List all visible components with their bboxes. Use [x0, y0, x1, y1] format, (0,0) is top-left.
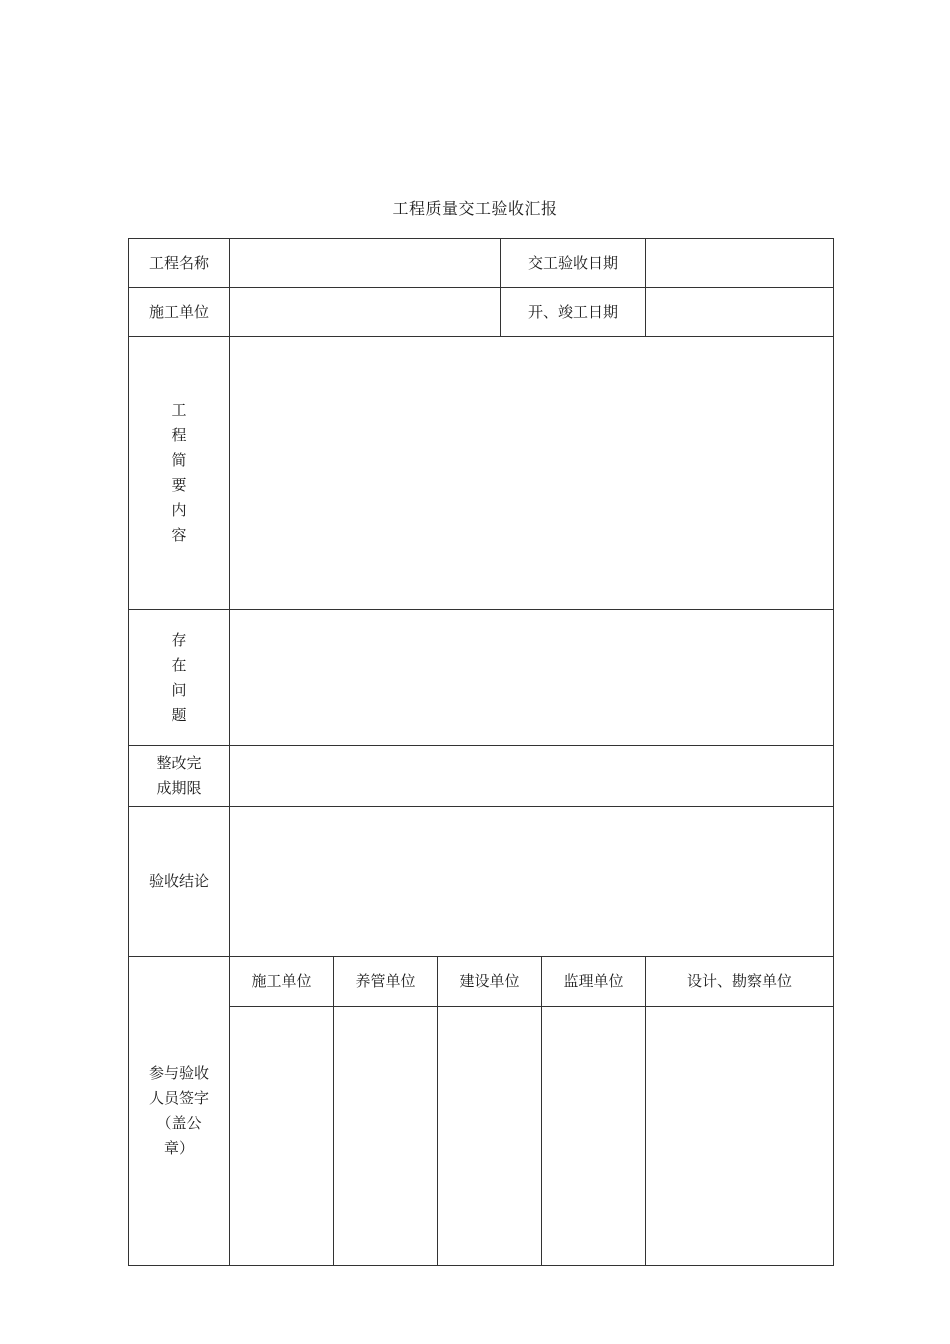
acceptance-date-label: 交工验收日期	[501, 239, 646, 288]
signature-col-owner: 建设单位	[438, 957, 542, 1007]
signature-col-maintenance: 养管单位	[334, 957, 438, 1007]
start-end-date-field[interactable]	[646, 288, 834, 337]
acceptance-date-field[interactable]	[646, 239, 834, 288]
acceptance-form-table	[128, 238, 834, 1266]
signature-field-construction[interactable]	[230, 1007, 334, 1266]
signature-label-cell	[129, 957, 230, 1266]
signature-label: 参与验收人员签字（盖公章）	[148, 1064, 209, 1157]
deadline-label-cell	[129, 746, 230, 807]
signature-col-supervision: 监理单位	[542, 957, 646, 1007]
contractor-field[interactable]	[230, 288, 501, 337]
signature-field-maintenance[interactable]	[334, 1007, 438, 1266]
issues-label: 存 在 问 题	[171, 630, 187, 724]
signature-field-owner[interactable]	[438, 1007, 542, 1266]
signature-field-design-survey[interactable]	[646, 1007, 834, 1266]
summary-field[interactable]	[230, 337, 834, 610]
signature-col-construction: 施工单位	[230, 957, 334, 1007]
signature-col-design-survey: 设计、勘察单位	[646, 957, 834, 1007]
conclusion-field[interactable]	[230, 807, 834, 957]
signature-field-row	[129, 1007, 834, 1266]
deadline-label: 整改完成期限	[156, 754, 202, 797]
summary-row	[129, 337, 834, 610]
conclusion-label: 验收结论	[129, 807, 230, 957]
issues-row	[129, 610, 834, 746]
signature-field-supervision[interactable]	[542, 1007, 646, 1266]
summary-label: 工 程 简 要 内 容	[171, 401, 187, 544]
deadline-field[interactable]	[230, 746, 834, 807]
page-title: 工程质量交工验收汇报	[392, 199, 558, 218]
issues-field[interactable]	[230, 610, 834, 746]
project-name-row	[129, 239, 834, 288]
contractor-label: 施工单位	[129, 288, 230, 337]
deadline-row	[129, 746, 834, 807]
signature-header-row	[129, 957, 834, 1007]
contractor-row	[129, 288, 834, 337]
project-name-field[interactable]	[230, 239, 501, 288]
project-name-label: 工程名称	[129, 239, 230, 288]
issues-label-cell	[129, 610, 230, 746]
summary-label-cell	[129, 337, 230, 610]
start-end-date-label: 开、竣工日期	[501, 288, 646, 337]
conclusion-row	[129, 807, 834, 957]
